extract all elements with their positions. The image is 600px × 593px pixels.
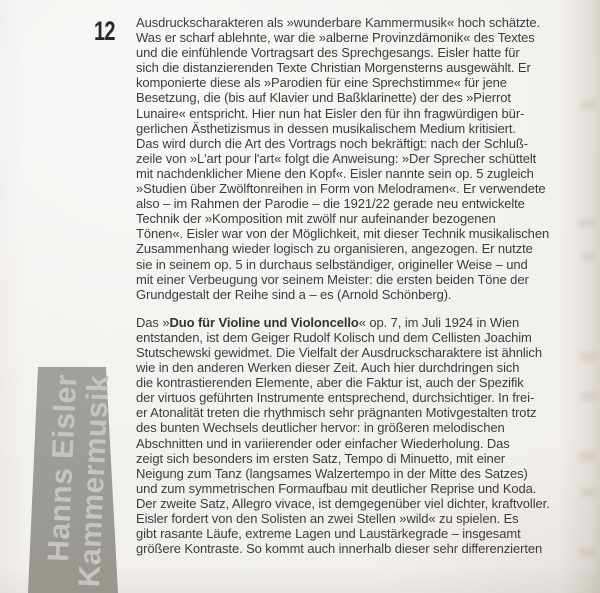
page-number: 12 xyxy=(94,16,115,46)
text-line: größere Kontraste. So kommt auch innerhalb dieser sehr differenzierten xyxy=(136,541,543,557)
text-line: sie in seinem op. 5 in durchaus selbständiger, origineller Weise – und xyxy=(136,256,528,272)
text-line: mit nachdenklicher Miene den Kopf«. Eisler nannte sein op. 5 zugleich xyxy=(136,165,534,181)
text-line: »Studien über Zwölftonreihen in Form von Melodramen«. Er verwendete xyxy=(136,181,546,197)
text-line: Abschnitten und in variierender oder einfacher Wiederholung. Das xyxy=(136,435,510,451)
text-line: Grundgestalt der Reihe sind a – es (Arnold Schönberg). xyxy=(136,286,452,302)
text-line: wie in den anderen Werken dieser Zeit. Auch hier durchdringen sich xyxy=(136,360,520,376)
text-line: Eisler fordert von den Solisten an zwei Stellen »wild« zu spielen. Es xyxy=(136,511,519,526)
text-line: also – im Rahmen der Parodie – die 1921/22 gerade neu entwickelte xyxy=(136,196,525,212)
text-line: komponierte diese als »Parodien für eine Sprechstimme« für jene xyxy=(136,75,507,91)
vertical-title-block xyxy=(42,369,115,588)
text-line: und zum symmetrischen Formaufbau mit deutlicher Reprise und Koda. xyxy=(136,480,537,496)
text-line: Tönen«. Eisler war von der Möglichkeit, mit dieser Technik musikalischen xyxy=(136,226,550,242)
text-line: er Atonalität treten die rhythmisch sehr prägnanten Motivgestalten trotz xyxy=(136,405,537,421)
text-line: Was er scharf ablehnte, war die »alberne Provinzdämonik« des Textes xyxy=(136,30,535,46)
text-line: zeigt sich besonders im ersten Satz, Tempo di Minuetto, mit einer xyxy=(136,450,505,466)
paragraph-2-rest xyxy=(136,330,598,556)
text-line: und die einfühlende Vortragsart des Sprechgesangs. Eisler hatte für xyxy=(136,45,520,61)
text-line: sich die distanzierenden Texte Christian Morgensterns ausgewählt. Er xyxy=(136,60,531,76)
text-line: Stutschewski gewidmet. Die Vielfalt der Ausdruckscharaktere ist ähnlich xyxy=(136,344,542,360)
work-title-bold: Duo für Violine und Violoncello xyxy=(169,314,359,330)
text-line: Lunaire« entspricht. Hier nun hat Eisler den für ihn fragwürdigen bür- xyxy=(136,105,525,121)
text-line: Neigung zum Tanz (langsames Walzertempo in der Mitte des Satzes) xyxy=(136,465,528,481)
paragraph-2 xyxy=(136,315,598,557)
text-line: Der zweite Satz, Allegro vivace, ist demgegenüber viel dichter, kraftvoller. xyxy=(136,495,550,511)
text-line: Ausdruckscharakteren als »wunderbare Kammermusik« hoch schätzte. xyxy=(136,15,541,30)
work-title-vertical: Kammermusik xyxy=(72,374,116,588)
text-line xyxy=(136,315,598,330)
text-line: des bunten Wechsels deutlicher hervor: in größeren melodischen xyxy=(136,420,505,436)
text-line: gibt rasante Läufe, extreme Lagen und Laustärkegrade – insgesamt xyxy=(136,526,521,542)
text-line: mit einer Verbeugung vor seinem Meister: die ersten beiden Töne der xyxy=(136,271,529,287)
text-line: zeile von »L'art pour l'art« folgt die Anweisung: »Der Sprecher schüttelt xyxy=(136,150,537,166)
text-line: Technik der »Komposition mit zwölf nur aufeinander bezogenen xyxy=(136,211,496,227)
text-line: Das wird durch die Art des Vortrags noch bekräftigt: nach der Schluß- xyxy=(136,135,528,151)
line-text: « op. 7, im Juli 1924 in Wien xyxy=(358,314,520,330)
text-line: Besetzung, die (bis auf Klavier und Baßklarinette) der des »Pierrot xyxy=(136,90,511,106)
text-line: die kontrastierenden Elemente, aber die Faktur ist, auch der Spezifik xyxy=(136,375,524,391)
text-line: gerlichen Ästhetizismus in dessen musikalischem Medium kritisiert. xyxy=(136,120,516,136)
text-line: Zusammenhang wieder logisch zu organisieren, angezogen. Er nutzte xyxy=(136,241,533,257)
body-text-column xyxy=(136,15,598,556)
artist-name-vertical: Hanns Eisler xyxy=(42,373,84,563)
text-line: der virtuos geführten Instrumente entsprechend, durchsichtiger. In frei- xyxy=(136,390,535,406)
text-line: entstanden, ist dem Geiger Rudolf Kolisch und dem Cellisten Joachim xyxy=(136,329,532,345)
line-text: Das » xyxy=(136,314,170,330)
paragraph-1 xyxy=(136,15,598,302)
